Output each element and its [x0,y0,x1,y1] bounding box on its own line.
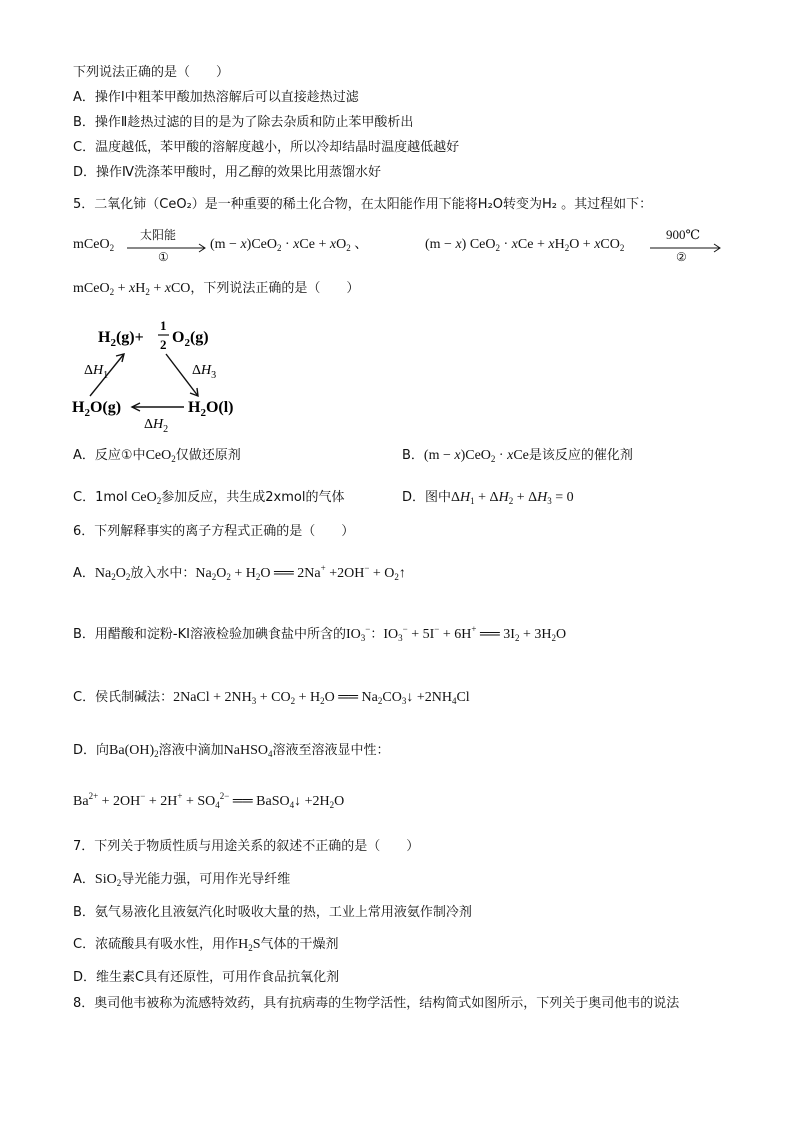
q5-stem: 5．二氧化铈（CeO₂）是一种重要的稀土化合物，在太阳能作用下能将H₂O转变为H₂ 。其过程如下： [73,197,653,212]
q6-option-c: C．侯氏制碱法：2NaCl + $2NH_3 + CO_2 + H_2O$ ══ $Na_2CO_3↓ +2NH_4Cl$ [73,690,470,706]
q6-stem: 6．下列解释事实的离子方程式正确的是（ ） [73,524,355,539]
q5-step1-condition: 太阳能 [140,228,177,242]
q5-step1-label: ① [158,250,169,264]
diagram-half-denominator: 2 [160,337,167,352]
q5-question-tail: ，下列说法正确的是（ ） [190,281,360,296]
q4-option-d: D．操作Ⅳ洗涤苯甲酸时，用乙醇的效果比用蒸馏水好 [73,165,382,180]
q7-option-c: C．浓硫酸具有吸水性，用作$H_2S$气体的干燥剂 [73,937,339,953]
q4-stem: 下列说法正确的是（ ） [73,65,230,80]
q7-option-d: D．维生素C具有还原性，可用作食品抗氧化剂 [73,970,340,985]
q5-step2-label: ② [676,250,687,264]
q6-option-b: B．用醋酸和淀粉-KI溶液检验加碘食盐中所含的$IO_3^-$：$IO_3^- + 5I^- + 6H^+$ ══ $3I_2 + 3H_2O$ [73,624,567,643]
q5-option-d: D．图中$\Delta H_1 + \Delta H_2 + \Delta H_3 = 0$ [402,490,574,506]
q7-option-b: B．氨气易液化且液氨汽化时吸收大量的热，工业上常用液氨作制冷剂 [73,905,472,920]
dh1-label: $\Delta H_1$ [84,363,109,381]
diagram-h2o-liquid: $H_2O(l)$ [188,399,234,419]
diagram-h2o-gas: $H_2O(g)$ [72,399,122,419]
q5-reaction-1-left: mCeO$_2$ [73,237,115,253]
q5-option-c: C．1mol CeO$_2$参加反应，共生成2xmol的气体 [73,490,345,506]
q5-option-b: B．(m − x)CeO$_2$ · xCe是该反应的催化剂 [402,448,633,464]
dh2-label: $\Delta H_2$ [144,417,169,432]
q4-option-a: A．操作Ⅰ中粗苯甲酸加热溶解后可以直接趁热过滤 [73,90,359,105]
q5-option-a: A．反应①中CeO$_2$仅做还原剂 [73,448,241,464]
q5-reaction-1-right: (m − x)CeO$_2$ · xCe + $xO_2$ 、 [210,237,369,253]
diagram-top-species: $H_2(g)+$ [98,329,144,349]
q5-energy-cycle-diagram [68,312,248,432]
q8-stem: 8．奥司他韦被称为流感特效药，具有抗病毒的生物学活性，结构简式如图所示，下列关于奥司他韦的说法 [73,996,680,1011]
q7-stem: 7．下列关于物质性质与用途关系的叙述不正确的是（ ） [73,839,420,854]
q5-reaction-2-left: (m − x) CeO$_2$ · xCe + $xH_2O + xCO_2$ [425,237,625,253]
diagram-o2: $O_2(g)$ [172,329,209,349]
q6-option-d: D．向$Ba(OH)_2$溶液中滴加NaHSO$_4$溶液至溶液显中性： [73,743,390,759]
q6-option-a: A．$Na_2O_2$放入水中：$Na_2O_2 + H_2O$ ══ $2Na^+ +2OH^- + O_2↑$ [73,563,406,582]
dh3-label: $\Delta H_3$ [192,363,217,381]
q4-option-c: C．温度越低，苯甲酸的溶解度越小，所以冷却结晶时温度越低越好 [73,140,460,155]
q4-option-b: B．操作Ⅱ趁热过滤的目的是为了除去杂质和防止苯甲酸析出 [73,115,414,130]
q7-option-a: A．SiO$_2$导光能力强，可用作光导纤维 [73,872,291,888]
diagram-half-numerator: 1 [160,318,167,333]
q6-option-d-equation: $Ba^{2+} + 2OH^- + 2H^+ + SO_4^{2-}$ ══ BaSO$_4$↓ $+2H_2O$ [73,791,345,810]
q5-step2-condition: 900℃ [666,227,701,242]
q5-reaction-line-2: mCeO$_2$ + $xH_2$ + xCO，下列说法正确的是（ ） [73,281,360,297]
